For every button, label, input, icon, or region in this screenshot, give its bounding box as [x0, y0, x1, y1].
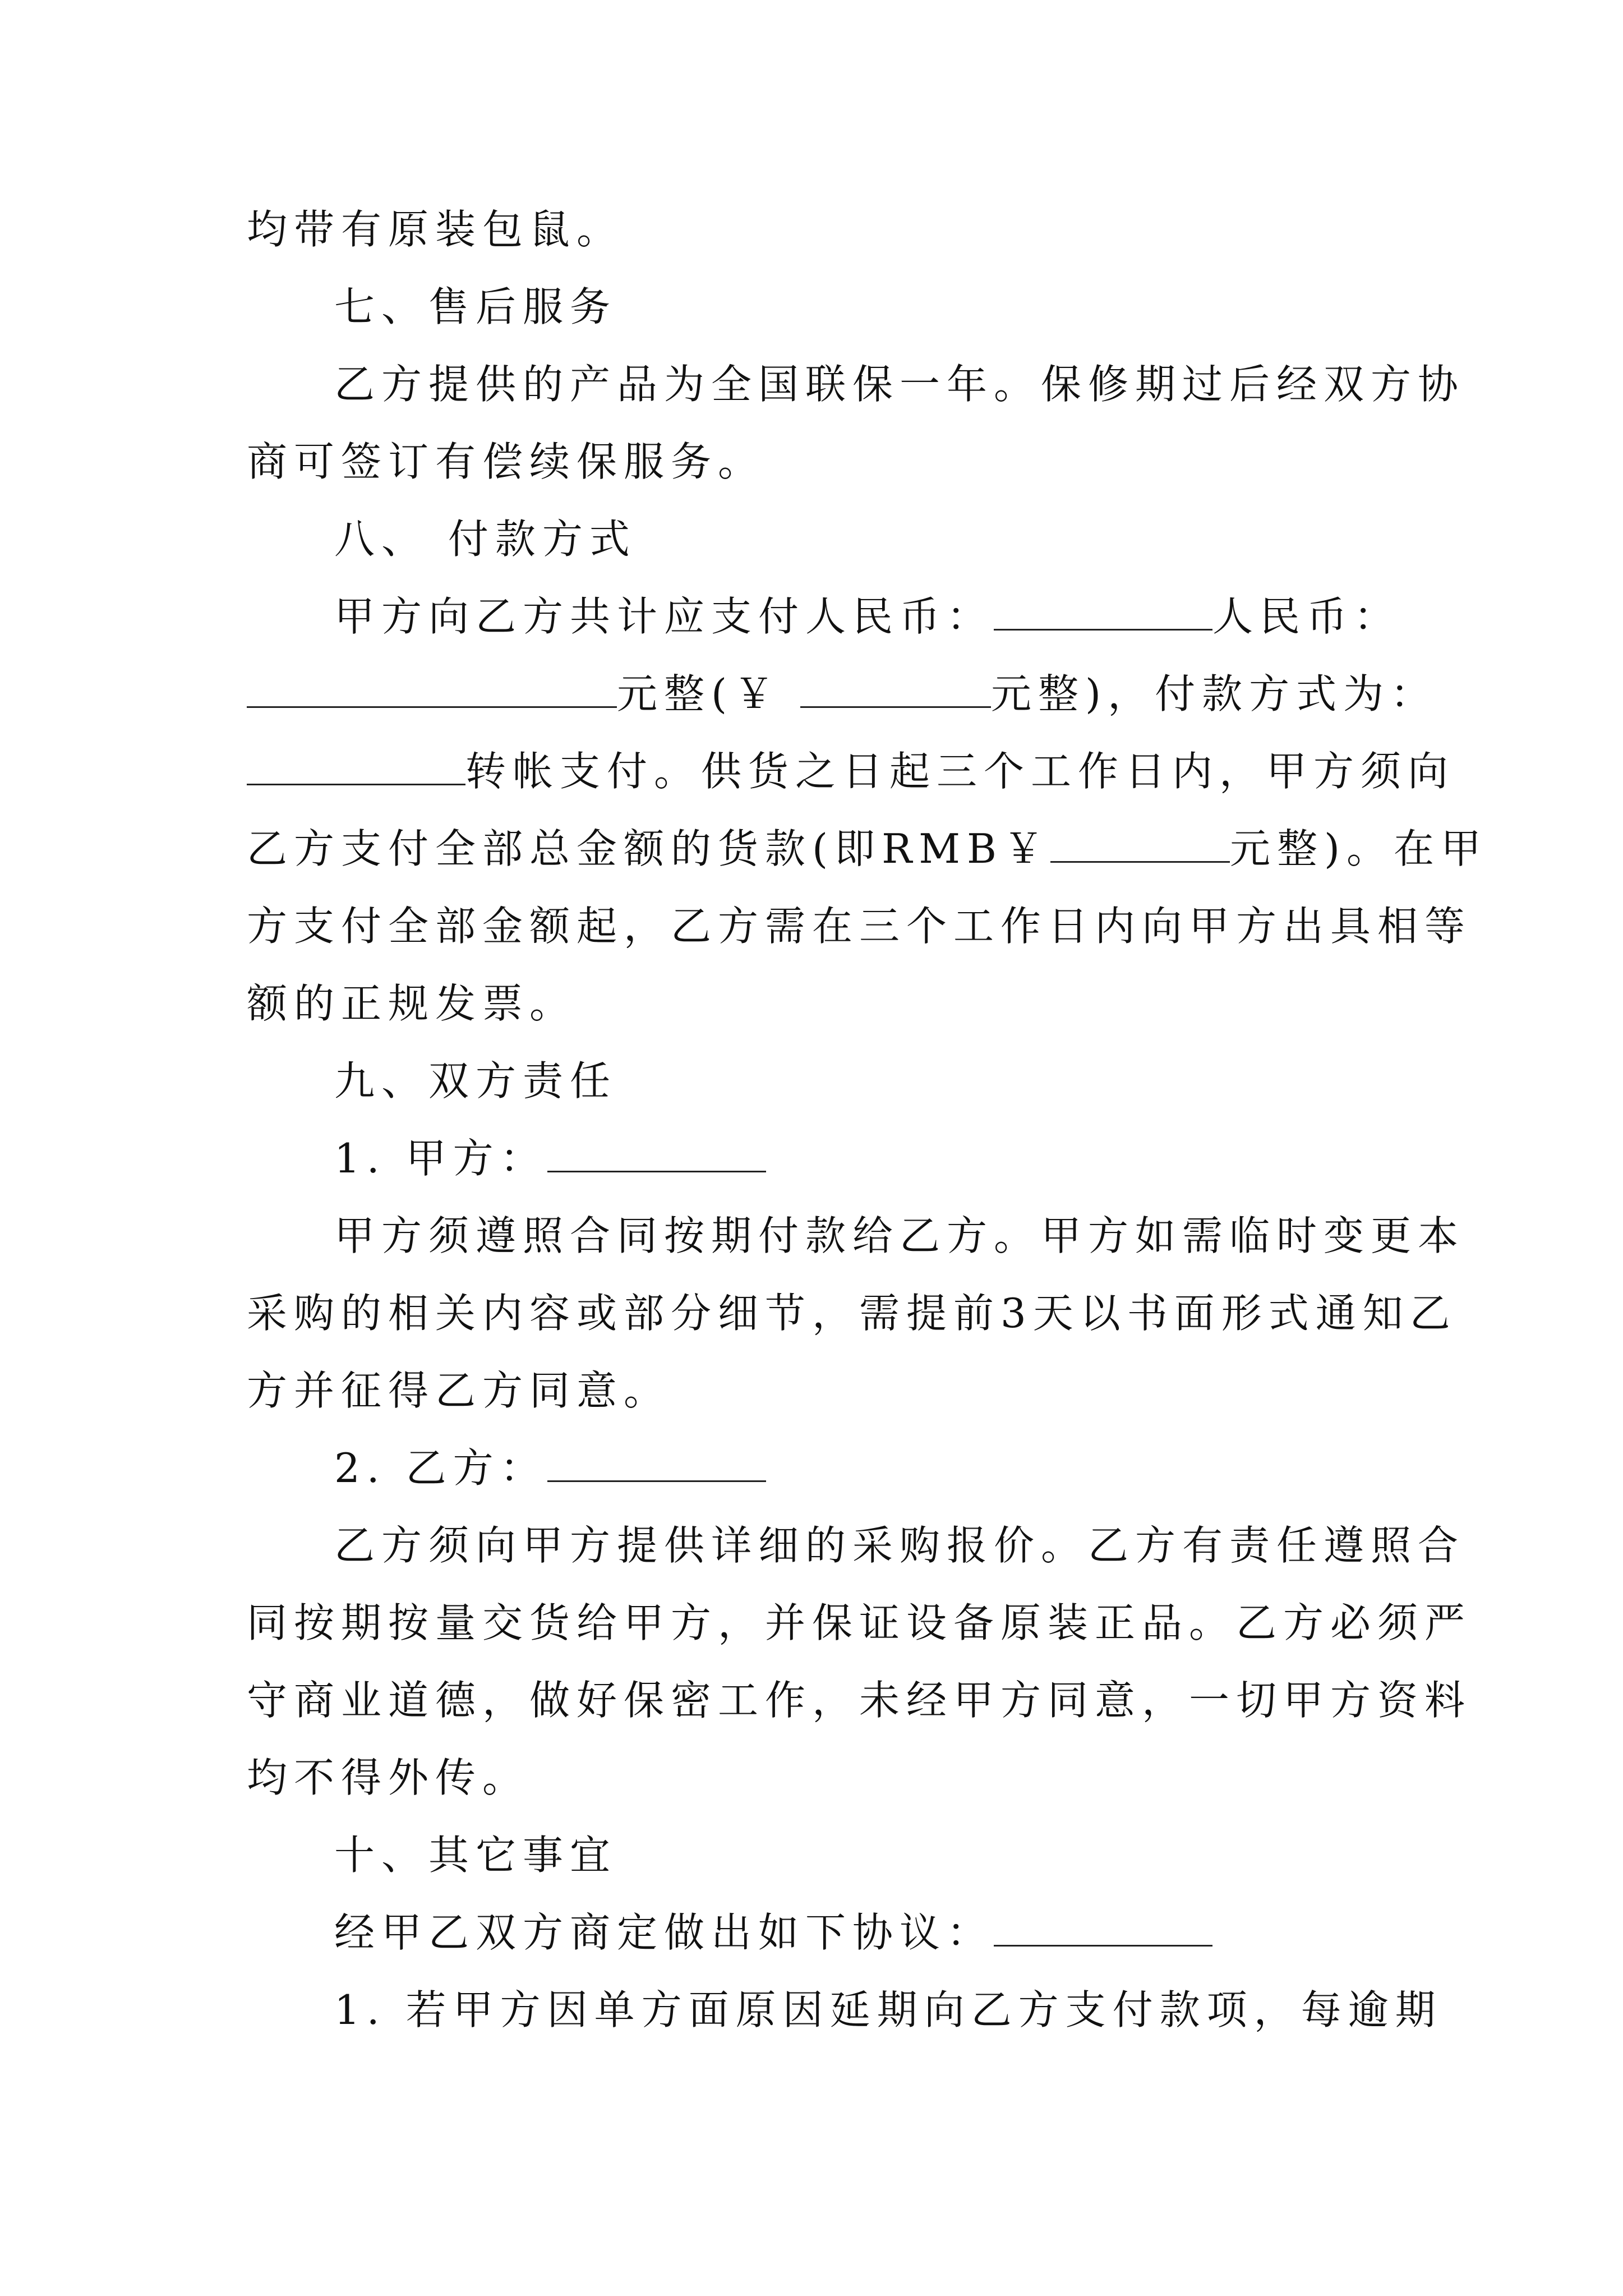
- text: 额的正规发票。: [247, 980, 577, 1027]
- paragraph-line: [247, 1352, 1385, 1429]
- paragraph-line: [247, 655, 1438, 733]
- section-heading-payment: [247, 500, 1385, 578]
- paragraph-line: [247, 1662, 1472, 1739]
- heading-text: 七、售后服务: [334, 283, 617, 330]
- text: 甲方向乙方共计应支付人民币：: [334, 593, 994, 640]
- paragraph-line: [247, 1197, 1465, 1274]
- text: 乙方支付全部总金额的货款(即RMB￥: [247, 825, 1050, 872]
- heading-text: 十、其它事宜: [334, 1832, 617, 1879]
- paragraph-line: [247, 1739, 1385, 1816]
- paragraph-line: [247, 1971, 1442, 2049]
- text: 人民币：: [1212, 593, 1401, 640]
- section-heading-after-sales: [247, 268, 1385, 346]
- paragraph-line: [247, 810, 1488, 887]
- text: 元整)，付款方式为：: [990, 670, 1438, 717]
- text: 均带有原装包鼠。: [247, 206, 624, 253]
- text: 甲方须遵照合同按期付款给乙方。甲方如需临时变更本: [334, 1212, 1465, 1259]
- heading-text: 九、双方责任: [334, 1057, 617, 1105]
- paragraph-line: [247, 1274, 1457, 1352]
- agreement-blank[interactable]: [994, 1910, 1212, 1947]
- text: 2. 乙方：: [334, 1444, 547, 1492]
- paragraph-line: [247, 423, 1385, 500]
- paragraph-line: [247, 1507, 1465, 1584]
- party-a-blank[interactable]: [547, 1136, 766, 1172]
- section-heading-other-matters: [247, 1816, 1385, 1894]
- text: 乙方须向甲方提供详细的采购报价。乙方有责任遵照合: [334, 1522, 1465, 1569]
- text: 转帐支付。供货之日起三个工作日内，甲方须向: [465, 748, 1455, 795]
- paragraph-line: [247, 578, 1401, 655]
- text: 1. 若甲方因单方面原因延期向乙方支付款项，每逾期: [334, 1986, 1442, 2033]
- paragraph-line: [247, 346, 1465, 423]
- section-heading-responsibilities: [247, 1042, 1385, 1120]
- text: 均不得外传。: [247, 1754, 530, 1801]
- text: 方并征得乙方同意。: [247, 1367, 671, 1414]
- amount-words-blank[interactable]: [247, 671, 617, 708]
- text: 采购的相关内容或部分细节，需提前3天以书面形式通知乙: [247, 1290, 1457, 1337]
- text: 方支付全部金额起，乙方需在三个工作日内向甲方出具相等: [247, 903, 1472, 950]
- paragraph-line: [247, 1584, 1472, 1662]
- text: 元整)。在甲: [1229, 825, 1488, 872]
- paragraph-line: [247, 191, 1385, 268]
- amount-blank[interactable]: [994, 594, 1212, 631]
- amount-figure-blank[interactable]: [800, 671, 991, 708]
- contract-body: [247, 191, 1488, 2049]
- party-a-line: [247, 1120, 1385, 1197]
- heading-text: 八、 付款方式: [334, 516, 637, 563]
- paragraph-line: [247, 965, 1385, 1042]
- text: 乙方提供的产品为全国联保一年。保修期过后经双方协: [334, 361, 1465, 408]
- paragraph-line: [247, 733, 1455, 810]
- rmb-amount-blank[interactable]: [1050, 826, 1230, 863]
- text: 守商业道德，做好保密工作，未经甲方同意，一切甲方资料: [247, 1677, 1472, 1724]
- payment-method-blank[interactable]: [247, 749, 465, 785]
- text: 元整(￥: [617, 670, 800, 717]
- text: 商可签订有偿续保服务。: [247, 438, 766, 485]
- party-b-blank[interactable]: [547, 1446, 766, 1482]
- party-b-line: [247, 1429, 1385, 1507]
- paragraph-line: [247, 1894, 1385, 1971]
- text: 经甲乙双方商定做出如下协议：: [334, 1909, 994, 1956]
- text: 同按期按量交货给甲方，并保证设备原装正品。乙方必须严: [247, 1599, 1472, 1646]
- text: 1. 甲方：: [334, 1135, 547, 1182]
- paragraph-line: [247, 887, 1472, 965]
